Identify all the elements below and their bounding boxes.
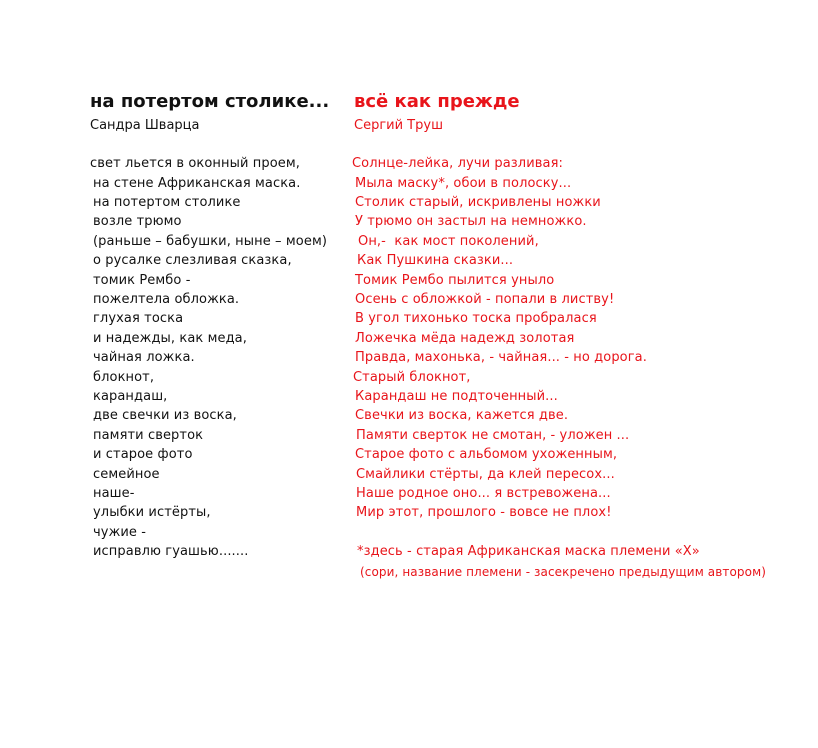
footnote: *здесь - старая Африканская маска племени «Х»	[357, 544, 700, 559]
right-line: Он,- как мост поколений,	[358, 234, 539, 249]
left-line: улыбки истёрты,	[93, 505, 211, 520]
right-line: Памяти сверток не смотан, - уложен ...	[356, 428, 630, 443]
left-line: томик Рембо -	[93, 273, 191, 288]
left-line: (раньше – бабушки, ныне – моем)	[93, 234, 328, 249]
right-line: Как Пушкина сказки...	[357, 253, 514, 268]
right-line: У трюмо он застыл на немножко.	[355, 214, 587, 229]
left-line: на потертом столике	[93, 195, 241, 210]
left-line: свет льется в оконный проем,	[90, 156, 300, 171]
right-line: Наше родное оно... я встревожена...	[356, 486, 611, 501]
footnote-note: (сори, название племени - засекречено предыдущим автором)	[360, 565, 767, 579]
right-line: Старый блокнот,	[353, 370, 471, 385]
right-line: Осень с обложкой - попали в листву!	[355, 292, 615, 307]
right-line: Мыла маску*, обои в полоску...	[355, 176, 572, 191]
left-line: чайная ложка.	[93, 350, 195, 365]
left-line: о русалке слезливая сказка,	[93, 253, 292, 268]
left-line: блокнот,	[93, 370, 155, 385]
right-line: Свечки из воска, кажется две.	[355, 408, 569, 423]
left-line: чужие -	[93, 525, 147, 540]
left-line: наше-	[93, 486, 135, 501]
right-line: Томик Рембо пылится уныло	[355, 273, 555, 288]
left-poem-author: Сандра Шварца	[90, 118, 200, 133]
left-line: пожелтела обложка.	[93, 292, 240, 307]
right-line: Карандаш не подточенный...	[355, 389, 558, 404]
right-line: Смайлики стёрты, да клей пересох...	[356, 467, 615, 482]
right-line: Старое фото с альбомом ухоженным,	[355, 447, 618, 462]
right-line: В угол тихонько тоска пробралася	[355, 311, 597, 326]
right-poem-author: Сергий Труш	[354, 118, 443, 133]
left-line: глухая тоска	[93, 311, 184, 326]
right-line: Правда, махонька, - чайная... - но дорога.	[355, 350, 647, 365]
left-line: и надежды, как меда,	[93, 331, 247, 346]
left-line: две свечки из воска,	[93, 408, 237, 423]
left-line: памяти сверток	[93, 428, 204, 443]
right-line: Мир этот, прошлого - вовсе не плох!	[356, 505, 612, 520]
left-line: на стене Африканская маска.	[93, 176, 301, 191]
right-poem-title: всё как прежде	[354, 91, 520, 112]
left-line: возле трюмо	[93, 214, 182, 229]
right-line: Солнце-лейка, лучи разливая:	[352, 156, 563, 171]
left-line: и старое фото	[93, 447, 193, 462]
right-line: Столик старый, искривлены ножки	[355, 195, 601, 210]
left-line: карандаш,	[93, 389, 168, 404]
left-line: исправлю гуашью.......	[93, 544, 249, 559]
left-line: семейное	[93, 467, 160, 482]
left-poem-title: на потертом столике...	[90, 91, 330, 112]
right-line: Ложечка мёда надежд золотая	[355, 331, 575, 346]
